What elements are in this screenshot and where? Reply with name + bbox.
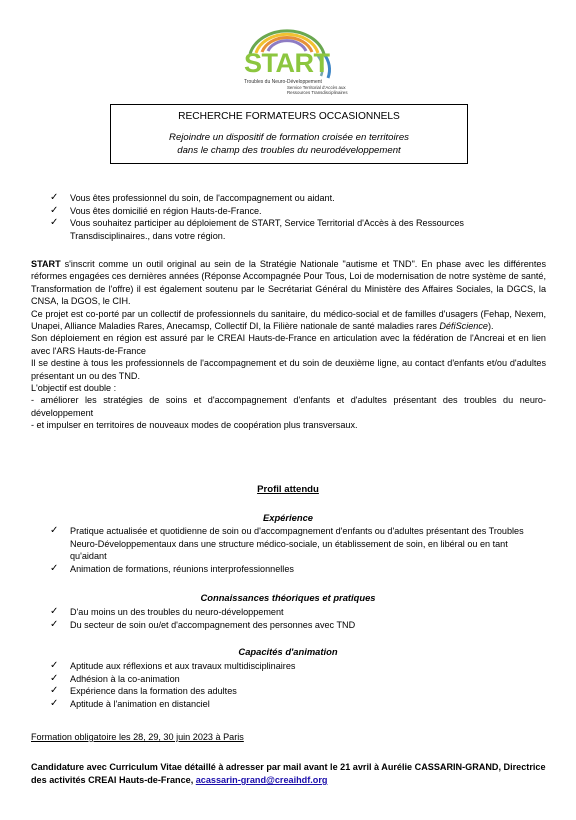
formation-dates: Formation obligatoire les 28, 29, 30 juin 2023 à Paris <box>31 732 244 742</box>
paragraph: - et impulser en territoires de nouveaux modes de coopération plus transversaux. <box>31 420 358 431</box>
capacites-list <box>50 660 540 710</box>
check-icon: ✓ <box>50 672 59 684</box>
list-item: ✓ Vous êtes professionnel du soin, de l'accompagnement ou aidant. <box>50 192 335 203</box>
logo-service: Service Territorial d'Accès aux Ressources Transdisciplinaires <box>287 85 348 95</box>
description <box>31 258 546 432</box>
paragraph: - améliorer les stratégies de soins et d'accompagnement d'enfants et d'adultes présentant des troubles du neuro-développement <box>31 395 546 418</box>
check-icon: ✓ <box>50 217 59 228</box>
list-item: ✓ Pratique actualisée et quotidienne de soin ou d'accompagnement d'enfants ou d'adultes présentant des Troubles Neuro-Développementaux dans une structure médico-sociale, un établissement de soin, en libéral ou en tant qu'aidant <box>50 525 524 561</box>
experience-list <box>50 525 540 575</box>
list-item: ✓ Adhésion à la co-animation <box>50 672 180 684</box>
list-item: ✓ Aptitude aux réflexions et aux travaux multidisciplinaires <box>50 660 296 671</box>
check-icon: ✓ <box>50 606 59 617</box>
profil-heading: Profil attendu <box>257 484 319 495</box>
check-icon: ✓ <box>50 697 59 709</box>
list-item: ✓ Vous êtes domicilié en région Hauts-de-France. <box>50 204 262 216</box>
connaissances-heading: Connaissances théoriques et pratiques <box>200 592 376 603</box>
start-logo <box>232 18 348 100</box>
logo-subtitle: Troubles du Neuro-Développement <box>244 79 322 85</box>
intro-list <box>50 192 520 242</box>
list-item: ✓ Vous souhaitez participer au déploiement de START, Service Territorial d'Accès à des Ressources Transdisciplinaires., dans votre région. <box>50 217 464 241</box>
paragraph: Il se destine à tous les professionnels de l'accompagnement et du soin de deuxième ligne, au contact d'enfants et/ou d'adultes présentant un ou des TND. <box>31 358 546 381</box>
candidature-text: Candidature avec Curriculum Vitae détaillé à adresser par mail avant le 21 avril à Aurélie CASSARIN-GRAND, Directrice des activités CREAI Hauts-de-France, acassarin-grand@creaihdf.org <box>31 762 546 785</box>
check-icon: ✓ <box>50 660 59 671</box>
paragraph: START s'inscrit comme un outil original au sein de la Stratégie Nationale "autisme et TND". En phase avec les différentes réformes engagées ces dernières années (Réponse Accompagnée Pour Tous, Loi de modernisation de notre système de santé, Transformation de l'offre) il est également soutenu par le Secrétariat Général du Ministère des Affaires Sociales, la DGCS, la CNSA, la DGOS, le CIH. <box>31 259 546 307</box>
check-icon: ✓ <box>50 204 59 216</box>
list-item: ✓ Expérience dans la formation des adultes <box>50 685 237 696</box>
logo-name: START <box>244 48 330 78</box>
experience-heading: Expérience <box>262 512 314 523</box>
email-link[interactable]: acassarin-grand@creaihdf.org <box>195 775 328 785</box>
check-icon: ✓ <box>50 562 59 574</box>
paragraph: Son déploiement en région est assuré par le CREAI Hauts-de-France en articulation avec la fédération de l'Ancreai et en lien avec l'ARS Hauts-de-France <box>31 333 546 356</box>
paragraph: Ce projet est co-porté par un collectif de professionnels du sanitaire, du médico-social et de familles d'usagers (Fehap, Nexem, Unapei, Alliance Maladies Rares, Anecamsp, Collectif DI, la Filière nationale de santé maladies rares DéfiScience). <box>31 308 546 332</box>
page-title: RECHERCHE FORMATEURS OCCASIONNELS <box>178 111 400 122</box>
list-item: ✓ D'au moins un des troubles du neuro-développement <box>50 606 284 617</box>
check-icon: ✓ <box>50 525 59 536</box>
connaissances-list <box>50 606 540 631</box>
check-icon: ✓ <box>50 192 59 203</box>
check-icon: ✓ <box>50 685 59 696</box>
title-box <box>110 104 468 164</box>
page-subtitle: Rejoindre un dispositif de formation croisée en territoires dans le champ des troubles du neurodéveloppement <box>169 132 409 156</box>
check-icon: ✓ <box>50 618 59 630</box>
list-item: ✓ Aptitude à l'animation en distanciel <box>50 697 210 709</box>
capacites-heading: Capacités d'animation <box>238 646 338 657</box>
paragraph: L'objectif est double : <box>31 383 117 394</box>
list-item: ✓ Du secteur de soin ou/et d'accompagnement des personnes avec TND <box>50 618 356 630</box>
list-item: ✓ Animation de formations, réunions interprofessionnelles <box>50 562 294 574</box>
